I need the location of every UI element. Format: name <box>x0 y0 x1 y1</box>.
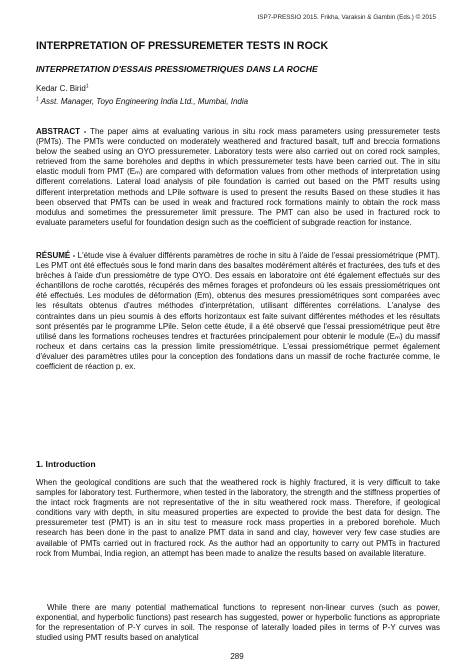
resume-label: RÉSUMÉ - <box>36 251 76 260</box>
paper-subtitle: INTERPRETATION D'ESSAIS PRESSIOMETRIQUES DANS LA ROCHE <box>36 64 318 74</box>
resume-paragraph <box>36 251 440 372</box>
section-heading: 1. Introduction <box>36 459 96 469</box>
abstract-paragraph <box>36 127 440 228</box>
author-mark: 1 <box>85 83 89 90</box>
intro-paragraph-1: When the geological conditions are such that the weathered rock is highly fractured, it is very difficult to take samples for laboratory test. Furthermore, when tested in the laboratory, the strength and the stiffness properties of the intact rock fragments are not representative of the in situ weathered rock mass. Therefore, if geological conditions vary with depth, in situ measured properties are expected to provide the best data for design. The pressuremeter test (PMT) is an in situ test to measure rock mass properties in a prebored borehole. Much research has been done in the past to analize PMT data in sand and clay, however very few case studies are available of PMTs carried out in fractured rock. As the author had an opportunity to carry out PMTs in fractured rock from Mumbai, India region, an attempt has been made to analize the results based on available literature. <box>36 478 440 558</box>
affiliation-line <box>36 97 248 106</box>
abstract-text: The paper aims at evaluating various in situ rock mass parameters using pressuremeter tests (PMTs). The PMTs were conducted on moderately weathered and fractured basalt, tuff and breccia formations below the seabed using an OYO pressuremeter. Laboratory tests were also carried out on cored rock samples, retrieved from the same boreholes and depths in which pressuremeter tests have been carried out. The in situ elastic moduli from PMT (Eₘ) are compared with deformation values from other methods of interpretation using different correlations. Lateral load analysis of pile foundation is carried out based on the PMT results using different interpretation methods and LPile software is used to present the results Based on these studies it has been observed that PMTs can be used in weak and fractured rock formations mainly to obtain the rock mass modulus and sometimes the pressuremeter limit pressure. The PMT can also be used in fractured rock to evaluate parameters useful for foundation design such as the coefficient of subgrade reaction for instance. <box>36 127 441 227</box>
running-head: ISP7-PRESSIO 2015. Frikha, Varaksin & Gambin (Eds.) © 2015 <box>257 14 436 21</box>
paper-title: INTERPRETATION OF PRESSUREMETER TESTS IN ROCK <box>36 40 329 52</box>
affiliation-text: Asst. Manager, Toyo Engineering India Ltd., Mumbai, India <box>38 97 249 106</box>
page-number: 289 <box>230 652 244 661</box>
author-line <box>36 84 89 93</box>
intro-paragraph-2: While there are many potential mathematical functions to represent non-linear curves (such as power, exponential, and hyperbolic functions) past research has suggested, power or hyperbolic functions as appropriate for the representation of P-Y curves in soil. The response of laterally loaded piles in terms of P-Y curves was studied using PMT results based on analytical <box>36 603 440 643</box>
author-name: Kedar C. Birid <box>36 84 86 93</box>
affiliation-mark: 1 <box>36 96 39 103</box>
resume-text: L'étude vise à évaluer différents paramètres de roche in situ à l'aide de l'essai pressiométrique (PMT). Les PMT ont été effectués sous le fond marin dans des basaltes modérément altérés et fracturées, des tufs et des brèches à l'aide d'un pressiomètre de type OYO. Des essais en laboratoire ont été également effectués sur des échantillons de roche carottés, récupérés des mêmes forages et profondeurs où les essais pressiométriques ont été effectués. Les modules de déformation (Em), obtenus des mesures pressiométriques sont comparées avec les résultats obtenus d'autres méthodes d'interprétation, utilisant différentes corrélations. L'analyse des contraintes dans un pieu soumis à des efforts horizontaux est faite suivant différentes méthodes et les résultats sont présentés par le programme LPile. Selon cette étude, il a été observé que l'essai pressiométrique peut être utilisé dans les formations rocheuses tendres et fracturées principalement pour obtenir le module (Eₘ) du massif rocheux et dans certains cas la pression limite pressiométrique. L'essai pressiométrique permet également d'évaluer des paramètres utiles pour la conception des fondations dans un massif de roche fracturée comme, le coefficient de réaction p. ex. <box>36 251 440 372</box>
abstract-label: ABSTRACT - <box>36 127 87 136</box>
